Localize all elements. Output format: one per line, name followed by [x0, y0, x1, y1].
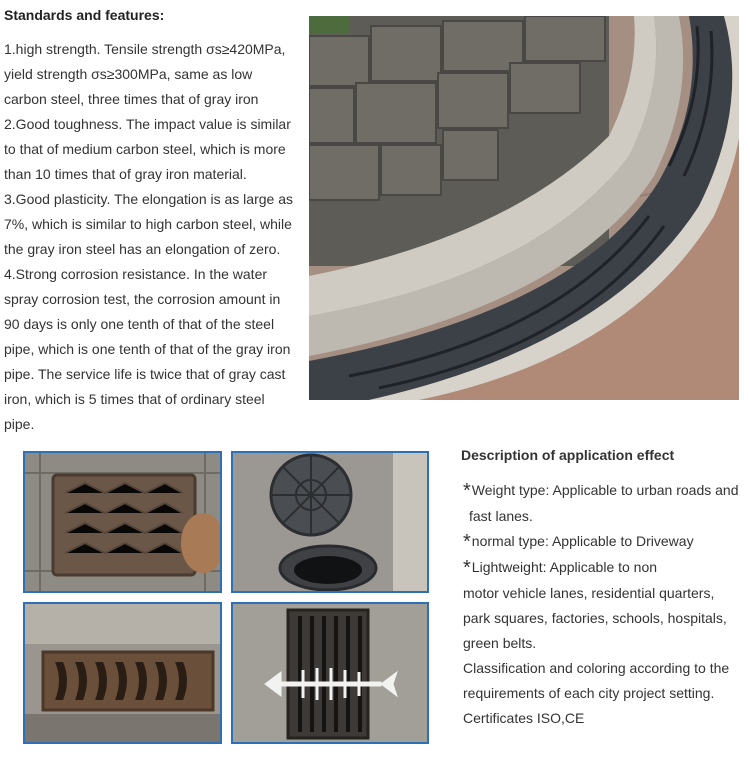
lightweight-line-4: green belts.: [463, 635, 537, 651]
bullet-star: *: [463, 531, 471, 553]
features-heading: Standards and features:: [4, 7, 165, 23]
certificates-line: Certificates ISO,CE: [463, 710, 585, 726]
fish-pattern-grate-photo: [231, 602, 429, 744]
bullet-normal-type: *normal type: Applicable to Driveway: [463, 531, 694, 553]
lightweight-line-2: motor vehicle lanes, residential quarters,: [463, 585, 715, 601]
trench-drain-grate-photo: [23, 602, 222, 744]
classification-line-2: requirements of each city project setting.: [463, 685, 715, 701]
features-description: 1.high strength. Tensile strength σs≥420MPa, yield strength σs≥300MPa, same as low carbon steel, three times that of gray iron 2.Good toughness. The impact value is similar to that of medium carbon steel, which is more than 10 times that of gray iron material. 3.Good plasticity. The elongation is as large as 7%, which is similar to high carbon steel, while the gray iron steel has an elongation of zero. 4.Strong corrosion resistance. In the water spray corrosion test, the corrosion amount in 90 days is only one tenth of that of the steel pipe, which is one tenth of that of the gray iron pipe. The service life is twice that of gray cast iron, which is 5 times that of ordinary steel pipe.: [4, 41, 293, 432]
classification-line-1: Classification and coloring according to the: [463, 660, 730, 676]
bullet-star: *: [463, 557, 471, 579]
application-description: [463, 478, 750, 731]
bullet-weight-type: *Weight type: Applicable to urban roads and: [463, 480, 739, 502]
bullet-lightweight: *Lightweight: Applicable to non: [463, 557, 658, 579]
curved-drain-grate-photo: [309, 16, 739, 400]
lightweight-line-3: park squares, factories, schools, hospitals,: [463, 610, 727, 626]
bullet-star: *: [463, 480, 471, 502]
bullet-weight-type-cont: fast lanes.: [469, 508, 533, 524]
square-manhole-cover-photo: [23, 451, 222, 593]
round-manhole-open-photo: [231, 451, 429, 593]
application-heading: Description of application effect: [461, 447, 675, 463]
